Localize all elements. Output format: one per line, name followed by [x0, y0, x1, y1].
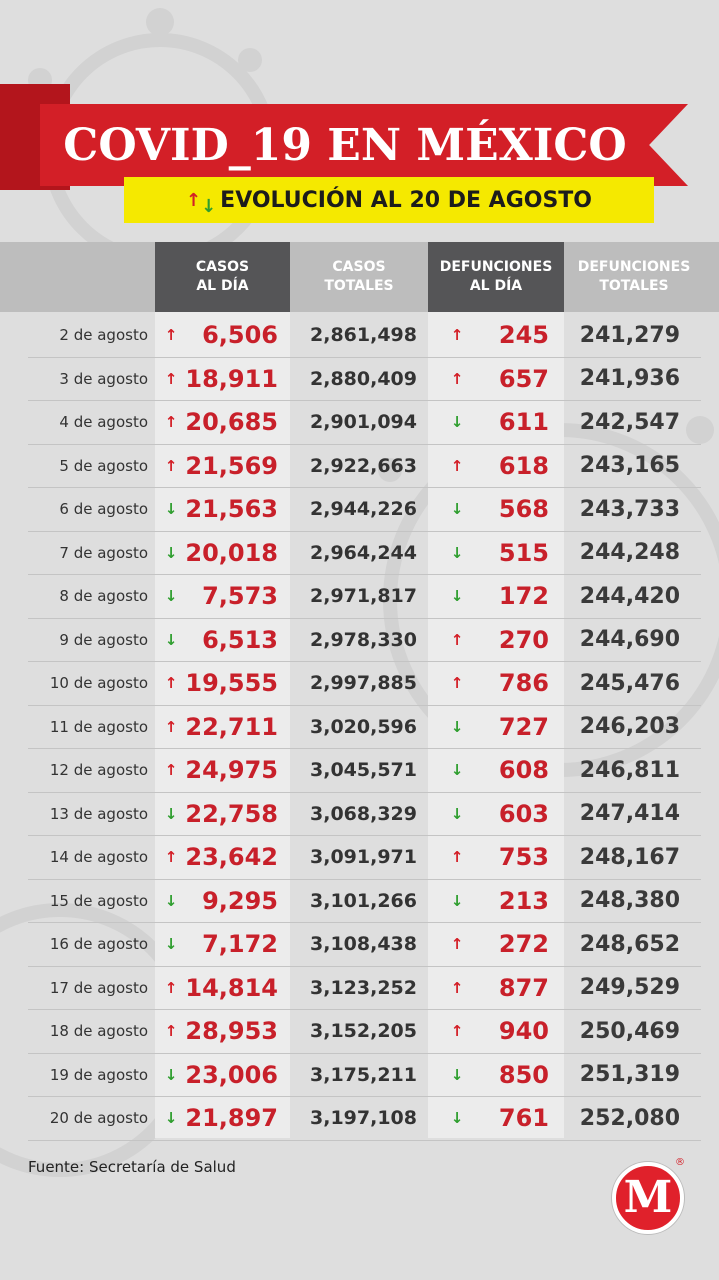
deaths-total-value: 247,414: [579, 801, 680, 827]
cases-total-value: 3,101,266: [310, 889, 417, 912]
deaths-total-value: 243,733: [579, 496, 680, 522]
cases-day-value: 7,573: [202, 582, 278, 611]
subtitle-bar: [124, 177, 654, 223]
arrow-down-icon: ↓: [450, 1065, 464, 1084]
registered-mark: ®: [675, 1157, 685, 1168]
arrow-down-icon: ↓: [450, 543, 464, 562]
milenio-logo: M: [612, 1162, 684, 1234]
table-row: [28, 445, 701, 489]
cases-day-value: 19,555: [185, 669, 278, 698]
deaths-day-value: 727: [498, 712, 549, 741]
deaths-total-value: 245,476: [579, 670, 680, 696]
cases-day-value: 14,814: [185, 973, 278, 1002]
deaths-total-value: 248,380: [579, 888, 680, 914]
row-date: 5 de agosto: [59, 456, 148, 475]
deaths-total-value: 244,420: [579, 583, 680, 609]
row-date: 8 de agosto: [59, 587, 148, 606]
cases-day-value: 23,006: [185, 1060, 278, 1089]
column-header-deaths-total: DEFUNCIONES TOTALES: [577, 259, 691, 294]
row-date: 3 de agosto: [59, 369, 148, 388]
deaths-day-value: 245: [498, 321, 549, 350]
row-date: 9 de agosto: [59, 630, 148, 649]
cases-total-value: 3,123,252: [310, 976, 417, 999]
deaths-total-value: 244,690: [579, 627, 680, 653]
row-date: 16 de agosto: [49, 935, 148, 954]
deaths-day-value: 786: [498, 669, 549, 698]
deaths-day-value: 272: [498, 930, 549, 959]
cases-total-value: 2,997,885: [310, 672, 417, 695]
up-down-arrows-icon: ↑ ↓: [185, 189, 217, 217]
cases-day-value: 22,758: [185, 799, 278, 828]
arrow-down-icon: ↓: [450, 891, 464, 910]
arrow-down-icon: ↓: [164, 804, 178, 823]
table-row: [28, 619, 701, 663]
arrow-up-icon: ↑: [450, 456, 464, 475]
cases-day-value: 20,018: [185, 538, 278, 567]
deaths-day-value: 608: [498, 756, 549, 785]
deaths-day-value: 850: [498, 1060, 549, 1089]
table-row: [28, 1097, 701, 1141]
table-row: [28, 923, 701, 967]
cases-day-value: 23,642: [185, 843, 278, 872]
cases-total-value: 2,861,498: [310, 324, 417, 347]
row-date: 12 de agosto: [49, 761, 148, 780]
arrow-down-icon: ↓: [164, 935, 178, 954]
row-date: 11 de agosto: [49, 717, 148, 736]
cases-day-value: 20,685: [185, 408, 278, 437]
arrow-up-icon: ↑: [164, 717, 178, 736]
row-date: 2 de agosto: [59, 326, 148, 345]
table-row: [28, 401, 701, 445]
arrow-up-icon: ↑: [164, 978, 178, 997]
deaths-total-value: 248,652: [579, 931, 680, 957]
deaths-day-value: 753: [498, 843, 549, 872]
column-header-cases-total: CASOS TOTALES: [324, 259, 394, 294]
row-date: 7 de agosto: [59, 543, 148, 562]
source-note: Fuente: Secretaría de Salud: [28, 1158, 236, 1176]
deaths-day-value: 940: [498, 1017, 549, 1046]
deaths-total-value: 243,165: [579, 453, 680, 479]
arrow-up-icon: ↑: [450, 848, 464, 867]
cases-total-value: 3,091,971: [310, 846, 417, 869]
table-row: [28, 793, 701, 837]
cases-day-value: 7,172: [202, 930, 278, 959]
deaths-day-value: 515: [498, 538, 549, 567]
cases-total-value: 3,175,211: [310, 1063, 417, 1086]
arrow-up-icon: ↑: [164, 456, 178, 475]
arrow-down-icon: ↓: [164, 543, 178, 562]
cases-total-value: 2,971,817: [310, 585, 417, 608]
table-row: [28, 662, 701, 706]
deaths-total-value: 244,248: [579, 540, 680, 566]
table-row: [28, 575, 701, 619]
deaths-total-value: 250,469: [579, 1018, 680, 1044]
arrow-down-icon: ↓: [450, 587, 464, 606]
cases-total-value: 2,880,409: [310, 367, 417, 390]
deaths-day-value: 603: [498, 799, 549, 828]
deaths-total-value: 246,203: [579, 714, 680, 740]
cases-total-value: 3,045,571: [310, 759, 417, 782]
cases-day-value: 9,295: [202, 886, 278, 915]
row-date: 14 de agosto: [49, 848, 148, 867]
arrow-up-icon: ↑: [164, 674, 178, 693]
page-title: COVID_19 EN MÉXICO: [63, 119, 627, 171]
table-row: [28, 358, 701, 402]
column-header-deaths-day: DEFUNCIONES AL DÍA: [439, 259, 553, 294]
deaths-total-value: 249,529: [579, 975, 680, 1001]
arrow-up-icon: ↑: [164, 761, 178, 780]
subtitle: EVOLUCIÓN AL 20 DE AGOSTO: [220, 187, 593, 213]
arrow-down-icon: ↓: [164, 630, 178, 649]
table-row: [28, 967, 701, 1011]
table-row: [28, 706, 701, 750]
row-date: 19 de agosto: [49, 1065, 148, 1084]
cases-total-value: 2,922,663: [310, 454, 417, 477]
cases-day-value: 21,563: [185, 495, 278, 524]
cases-total-value: 2,944,226: [310, 498, 417, 521]
deaths-total-value: 242,547: [579, 409, 680, 435]
arrow-up-icon: ↑: [450, 674, 464, 693]
arrow-down-icon: ↓: [450, 717, 464, 736]
arrow-down-icon: ↓: [450, 761, 464, 780]
arrow-up-icon: ↑: [450, 1022, 464, 1041]
deaths-total-value: 241,936: [579, 366, 680, 392]
table-row: [28, 488, 701, 532]
arrow-up-icon: ↑: [164, 1022, 178, 1041]
row-date: 17 de agosto: [49, 978, 148, 997]
cases-total-value: 2,978,330: [310, 628, 417, 651]
cases-total-value: 3,152,205: [310, 1020, 417, 1043]
table-row: [28, 836, 701, 880]
table-row: [28, 314, 701, 358]
cases-total-value: 3,108,438: [310, 933, 417, 956]
cases-total-value: 3,020,596: [310, 715, 417, 738]
deaths-day-value: 657: [498, 364, 549, 393]
cases-day-value: 18,911: [185, 364, 278, 393]
arrow-up-icon: ↑: [450, 630, 464, 649]
cases-day-value: 24,975: [185, 756, 278, 785]
deaths-day-value: 270: [498, 625, 549, 654]
table-row: [28, 1054, 701, 1098]
cases-day-value: 22,711: [185, 712, 278, 741]
column-header-cases-day: CASOS AL DÍA: [195, 259, 250, 294]
row-date: 20 de agosto: [49, 1109, 148, 1128]
table-row: [28, 749, 701, 793]
deaths-day-value: 618: [498, 451, 549, 480]
arrow-down-icon: ↓: [164, 891, 178, 910]
arrow-up-icon: ↑: [450, 978, 464, 997]
table-row: [28, 532, 701, 576]
deaths-total-value: 251,319: [579, 1062, 680, 1088]
deaths-total-value: 241,279: [579, 322, 680, 348]
deaths-day-value: 172: [498, 582, 549, 611]
deaths-total-value: 248,167: [579, 844, 680, 870]
arrow-up-icon: ↑: [450, 935, 464, 954]
arrow-up-icon: ↑: [164, 413, 178, 432]
deaths-total-value: 252,080: [579, 1105, 680, 1131]
arrow-down-icon: ↓: [164, 587, 178, 606]
arrow-down-icon: ↓: [450, 500, 464, 519]
arrow-down-icon: ↓: [164, 500, 178, 519]
cases-total-value: 2,901,094: [310, 411, 417, 434]
arrow-up-icon: ↑: [164, 326, 178, 345]
row-date: 15 de agosto: [49, 891, 148, 910]
cases-day-value: 6,506: [202, 321, 278, 350]
cases-day-value: 6,513: [202, 625, 278, 654]
cases-total-value: 2,964,244: [310, 541, 417, 564]
row-date: 18 de agosto: [49, 1022, 148, 1041]
arrow-down-icon: ↓: [450, 1109, 464, 1128]
cases-day-value: 21,569: [185, 451, 278, 480]
row-date: 13 de agosto: [49, 804, 148, 823]
row-date: 10 de agosto: [49, 674, 148, 693]
deaths-day-value: 761: [498, 1104, 549, 1133]
arrow-up-icon: ↑: [450, 326, 464, 345]
arrow-up-icon: ↑: [164, 848, 178, 867]
table-row: [28, 1010, 701, 1054]
cases-day-value: 28,953: [185, 1017, 278, 1046]
arrow-down-icon: ↓: [450, 413, 464, 432]
deaths-day-value: 568: [498, 495, 549, 524]
deaths-day-value: 877: [498, 973, 549, 1002]
cases-total-value: 3,197,108: [310, 1107, 417, 1130]
arrow-down-icon: ↓: [164, 1065, 178, 1084]
deaths-total-value: 246,811: [579, 757, 680, 783]
row-date: 4 de agosto: [59, 413, 148, 432]
deaths-day-value: 213: [498, 886, 549, 915]
arrow-up-icon: ↑: [450, 369, 464, 388]
table-row: [28, 880, 701, 924]
cases-day-value: 21,897: [185, 1104, 278, 1133]
cases-total-value: 3,068,329: [310, 802, 417, 825]
arrow-down-icon: ↓: [164, 1109, 178, 1128]
row-date: 6 de agosto: [59, 500, 148, 519]
arrow-down-icon: ↓: [450, 804, 464, 823]
deaths-day-value: 611: [498, 408, 549, 437]
arrow-up-icon: ↑: [164, 369, 178, 388]
